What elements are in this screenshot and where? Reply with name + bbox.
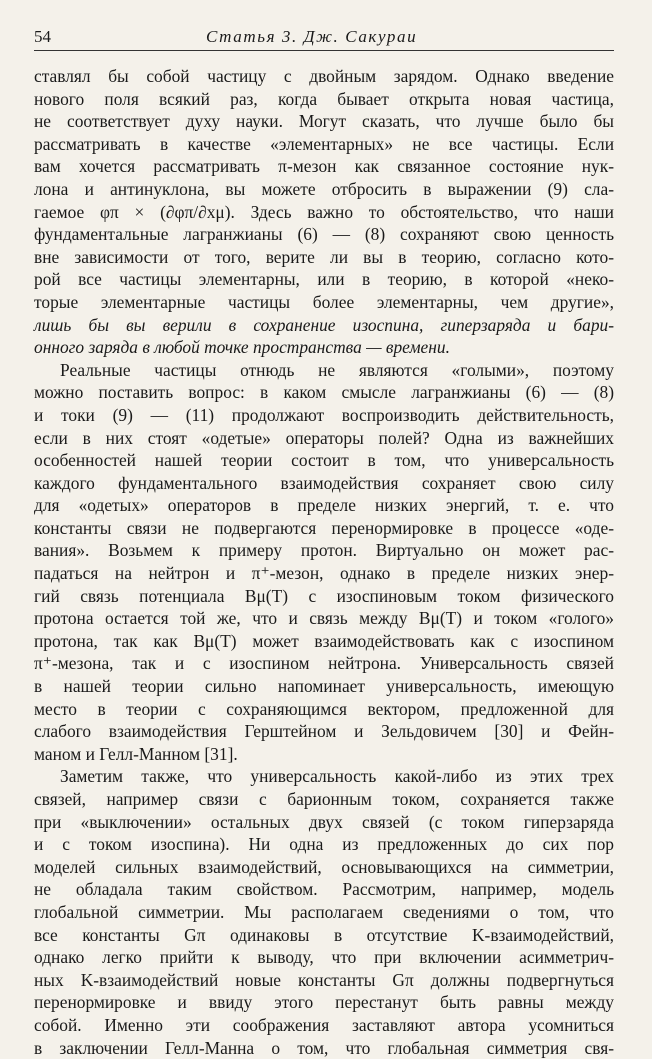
text-line: особенностей нашей теории состоит в том, что универсальность: [34, 450, 614, 471]
text-line: не обладала таким свойством. Рассмотрим, например, модель: [34, 879, 614, 900]
page-header: [34, 24, 614, 51]
text-line: ставлял бы собой частицу с двойным зарядом. Однако введение: [34, 66, 614, 86]
text-line: и токи (9) — (11) продолжают воспроизводить действительность,: [34, 404, 614, 425]
text-line: все константы Gπ одинаковы в отсутствие K-взаимодействий,: [34, 924, 614, 945]
text-line: слабого взаимодействия Герштейном и Зельдовичем [30] и Фейн-: [34, 721, 614, 742]
text-line: можно поставить вопрос: в каком смысле лагранжианы (6) — (8): [34, 382, 614, 403]
text-line: каждого фундаментального взаимодействия сохраняет свою силу: [34, 472, 614, 493]
text-line: π⁺-мезона, так и с изоспином нейтрона. Универсальность связей: [34, 653, 614, 674]
text-line: маном и Гелл-Манном [31].: [34, 743, 238, 764]
text-line: связей, например связи с барионным током, сохраняется также: [34, 789, 614, 809]
text-line: собой. Именно эти соображения заставляют автора усомниться: [34, 1014, 614, 1035]
text-line: для «одетых» операторов в пределе низких энергий, т. е. что: [34, 495, 614, 516]
italic-text-line: онного заряда в любой точке пространства — времени.: [34, 337, 450, 358]
text-line: рой все частицы элементарны, или в теорию, в которой «неко-: [34, 269, 614, 290]
text-line: моделей сильных взаимодействий, основывающихся на симметрии,: [34, 856, 614, 877]
text-line: место в теории с сохраняющимся вектором, предложенной для: [34, 698, 614, 719]
text-line: перенормировке и ввиду этого перестанут быть равны между: [34, 992, 614, 1013]
text-line: торые элементарные частицы более элементарны, чем другие»,: [34, 291, 614, 312]
text-line: лона и антинуклона, вы можете отбросить в выражении (9) сла-: [34, 178, 614, 199]
text-line: если в них стоят «одетые» операторы полей? Одна из важнейших: [34, 427, 614, 448]
text-line: рассматривать в качестве «элементарных» не все частицы. Если: [34, 133, 614, 154]
text-line: однако легко прийти к выводу, что при включении асимметрич-: [34, 947, 614, 968]
text-line: падаться на нейтрон и π⁺-мезон, однако в пределе низких энер-: [34, 563, 614, 584]
text-line: гий связь потенциала Bμ(T) с изоспиновым током физического: [34, 585, 614, 606]
italic-text-line: лишь бы вы верили в сохранение изоспина, гиперзаряда и бари-: [34, 314, 614, 335]
text-line: нового поля всякий раз, когда бывает открыта новая частица,: [34, 88, 614, 109]
text-line: фундаментальные лагранжианы (6) — (8) сохраняют свою ценность: [34, 224, 614, 245]
running-head: Статья 3. Дж. Сакураи: [206, 27, 418, 46]
text-line: протона остается той же, что и связь между Bμ(T) и током «голого»: [34, 608, 614, 629]
text-line: константы связи не подвергаются перенормировке в процессе «оде-: [34, 517, 614, 538]
text-line: в нашей теории сильно напоминает универсальность, имеющую: [34, 676, 614, 697]
text-line: гаемое φπ × (∂φπ/∂xμ). Здесь важно то обстоятельство, что наши: [34, 201, 614, 222]
paragraph-first-line: Заметим также, что универсальность какой-либо из этих трех: [60, 766, 614, 787]
text-line: при «выключении» остальных двух связей (с током гиперзаряда: [34, 811, 614, 832]
text-line: не соответствует духу науки. Могут сказать, что лучше было бы: [34, 111, 614, 132]
page-number: 54: [34, 27, 51, 46]
body-text: [34, 65, 614, 1059]
text-line: вне зависимости от того, верите ли вы в теорию, согласно кото-: [34, 246, 614, 267]
text-line: ных K-взаимодействий новые константы Gπ должны подвергнуться: [34, 969, 614, 990]
text-line: вания». Возьмем к примеру протон. Виртуально он может рас-: [34, 540, 614, 561]
paragraph-first-line: Реальные частицы отнюдь не являются «голыми», поэтому: [60, 359, 614, 380]
text-line: и с током изоспина). Ни одна из предложенных до сих пор: [34, 834, 614, 855]
text-line: глобальной симметрии. Мы располагаем сведениями о том, что: [34, 901, 614, 922]
text-line: протона, так как Bμ(T) может взаимодействовать как с изоспином: [34, 630, 614, 651]
text-line: вам хочется рассматривать π-мезон как связанное состояние нук-: [34, 156, 614, 177]
text-line: в заключении Гелл-Манна о том, что глобальная симметрия свя-: [34, 1037, 614, 1058]
